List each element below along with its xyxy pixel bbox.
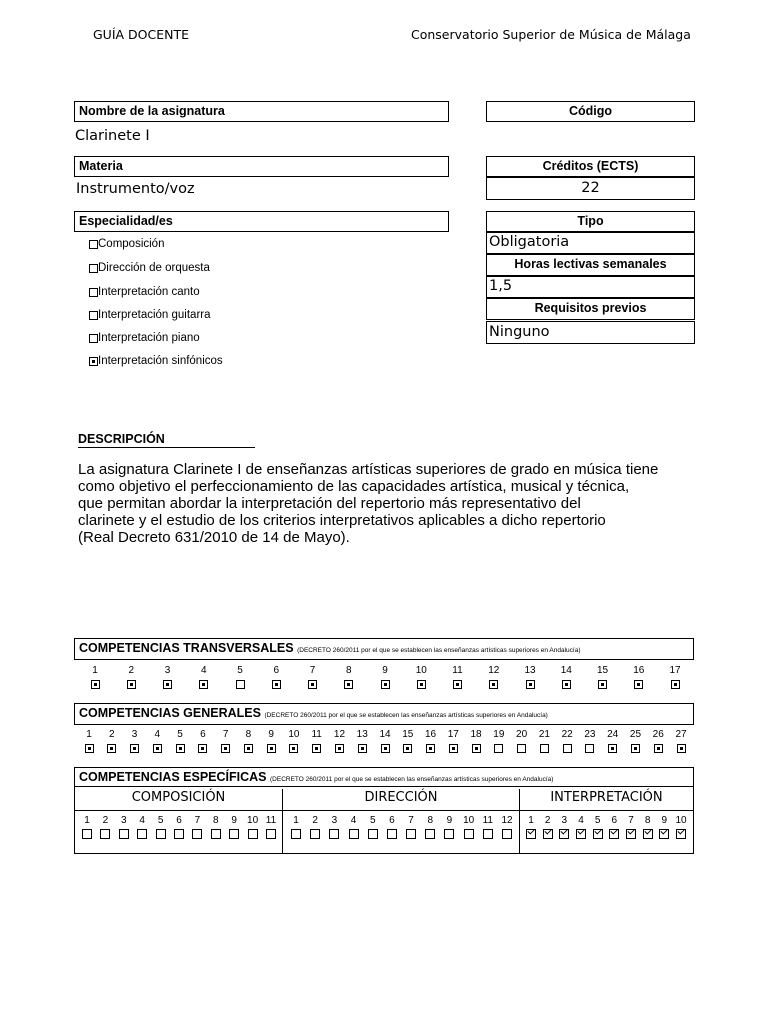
competencia-number: 8 <box>427 815 434 826</box>
competencia-checkbox[interactable] <box>585 744 594 753</box>
competencia-number: 1 <box>92 665 98 676</box>
competencia-number: 14 <box>379 729 391 740</box>
competencia-checkbox[interactable] <box>381 744 390 753</box>
competencia-number: 4 <box>139 815 145 826</box>
competencia-checkbox[interactable] <box>417 680 426 689</box>
competencia-number: 8 <box>213 815 219 826</box>
competencia-number: 3 <box>131 729 138 740</box>
competencia-item[interactable] <box>192 665 216 694</box>
competencia-checkbox[interactable] <box>643 829 653 839</box>
especialidad-option[interactable] <box>89 238 164 250</box>
competencia-number: 10 <box>415 665 427 676</box>
especialidad-checkbox[interactable] <box>89 240 98 249</box>
competencia-number: 4 <box>154 729 161 740</box>
competencia-checkbox[interactable] <box>593 829 603 839</box>
competencia-number: 11 <box>452 665 463 676</box>
competencia-checkbox[interactable] <box>291 829 301 839</box>
competencia-checkbox[interactable] <box>381 680 390 689</box>
competencias-transversales-header <box>74 638 694 660</box>
competencias-transversales-note: (DECRETO 260/2011 por el que se establecen las enseñanzas artísticas superiores en Andalucía) <box>297 647 581 654</box>
competencia-number: 22 <box>561 729 573 740</box>
competencia-number: 7 <box>194 815 201 826</box>
competencia-item[interactable] <box>591 665 615 694</box>
competencia-number: 5 <box>157 815 164 826</box>
competencia-item[interactable] <box>510 729 534 758</box>
competencia-number: 9 <box>268 729 274 740</box>
competencia-checkbox[interactable] <box>248 829 258 839</box>
competencia-number: 7 <box>222 729 229 740</box>
especialidad-checkbox[interactable] <box>89 311 98 320</box>
competencia-item[interactable] <box>419 729 443 758</box>
competencia-number: 5 <box>594 815 601 826</box>
competencia-number: 2 <box>312 815 318 826</box>
competencia-checkbox[interactable] <box>540 744 549 753</box>
horas-label: Horas lectivas semanales <box>514 257 667 271</box>
competencia-checkbox[interactable] <box>174 829 184 839</box>
competencia-checkbox[interactable] <box>137 829 147 839</box>
codigo-label-box <box>486 101 695 122</box>
competencia-checkbox[interactable] <box>426 744 435 753</box>
competencia-item[interactable] <box>601 729 625 758</box>
competencia-number: 6 <box>176 815 182 826</box>
especialidad-label: Especialidad/es <box>79 214 173 228</box>
competencia-checkbox[interactable] <box>489 680 498 689</box>
competencia-checkbox[interactable] <box>310 829 320 839</box>
nombre-label: Nombre de la asignatura <box>79 104 225 118</box>
competencia-checkbox[interactable] <box>387 829 397 839</box>
competencia-number: 1 <box>293 815 299 826</box>
tipo-value: Obligatoria <box>489 234 570 250</box>
competencia-number: 4 <box>578 815 584 826</box>
competencia-item[interactable] <box>373 729 397 758</box>
competencia-item[interactable] <box>441 729 465 758</box>
especialidad-option[interactable] <box>89 309 211 321</box>
competencia-item[interactable] <box>555 729 579 758</box>
competencia-item[interactable] <box>77 729 101 758</box>
competencia-checkbox[interactable] <box>502 829 512 839</box>
competencia-item[interactable] <box>554 665 578 694</box>
competencia-item[interactable] <box>446 665 470 694</box>
competencia-number: 2 <box>102 815 109 826</box>
competencia-number: 15 <box>402 729 414 740</box>
competencia-number: 7 <box>408 815 414 826</box>
competencia-number: 19 <box>493 729 505 740</box>
nombre-label-box <box>74 101 449 122</box>
competencia-checkbox[interactable] <box>609 829 619 839</box>
competencia-number: 16 <box>633 665 645 676</box>
descripcion-line: (Real Decreto 631/2010 de 14 de Mayo). <box>78 529 350 546</box>
competencia-checkbox[interactable] <box>272 680 281 689</box>
competencia-number: 12 <box>333 729 346 740</box>
competencia-number: 6 <box>611 815 618 826</box>
competencia-number: 7 <box>309 665 316 676</box>
competencia-number: 5 <box>177 729 183 740</box>
competencia-number: 4 <box>350 815 357 826</box>
competencia-item[interactable] <box>337 665 361 694</box>
competencia-checkbox[interactable] <box>349 829 359 839</box>
competencias-especificas-note: (DECRETO 260/2011 por el que se establecen las enseñanzas artísticas superiores en Andalucía) <box>270 776 554 783</box>
competencia-number: 9 <box>661 815 668 826</box>
especialidad-checkbox[interactable] <box>89 334 98 343</box>
competencia-item[interactable] <box>191 729 215 758</box>
materia-label-box <box>74 156 449 177</box>
competencia-checkbox[interactable] <box>576 829 586 839</box>
competencia-checkbox[interactable] <box>563 744 572 753</box>
competencias-generales-title: COMPETENCIAS GENERALES <box>79 706 261 720</box>
competencia-number: 10 <box>675 815 687 826</box>
requisitos-label-box <box>486 298 695 320</box>
competencia-item[interactable] <box>518 665 542 694</box>
competencia-checkbox[interactable] <box>312 744 321 753</box>
codigo-label: Código <box>568 104 613 118</box>
especialidad-option-label: Interpretación canto <box>98 286 200 298</box>
competencia-checkbox[interactable] <box>676 829 686 839</box>
horas-value-box <box>486 276 695 298</box>
competencia-number: 3 <box>164 665 171 676</box>
competencia-checkbox[interactable] <box>119 829 129 839</box>
especialidad-option[interactable] <box>89 286 200 298</box>
descripcion-line: que permitan abordar la interpretación del repertorio más representativo del <box>78 495 581 512</box>
competencia-checkbox[interactable] <box>631 744 640 753</box>
competencia-checkbox[interactable] <box>82 829 92 839</box>
competencia-checkbox[interactable] <box>677 744 686 753</box>
competencia-checkbox[interactable] <box>289 744 298 753</box>
creditos-label: Créditos (ECTS) <box>542 159 639 173</box>
competencia-checkbox[interactable] <box>608 744 617 753</box>
competencia-checkbox[interactable] <box>406 829 416 839</box>
competencia-item[interactable] <box>214 729 238 758</box>
competencia-number: 14 <box>560 665 572 676</box>
competencia-number: 5 <box>237 665 243 676</box>
competencia-checkbox[interactable] <box>559 829 569 839</box>
competencia-checkbox[interactable] <box>517 744 526 753</box>
horas-label-box <box>486 254 695 276</box>
doc-header-right: Conservatorio Superior de Música de Málaga <box>411 27 691 42</box>
creditos-value-box <box>486 177 695 200</box>
competencia-number: 16 <box>424 729 437 740</box>
competencia-item[interactable] <box>264 665 288 694</box>
competencias-especificas-title: COMPETENCIAS ESPECÍFICAS <box>79 770 267 784</box>
competencia-item[interactable] <box>259 815 283 844</box>
competencia-number: 5 <box>369 815 376 826</box>
competencia-checkbox[interactable] <box>198 744 207 753</box>
competencia-number: 18 <box>470 729 482 740</box>
competencia-number: 8 <box>245 729 252 740</box>
especialidad-checkbox[interactable] <box>89 288 98 297</box>
competencia-checkbox[interactable] <box>236 680 245 689</box>
competencia-checkbox[interactable] <box>368 829 378 839</box>
descripcion-body <box>78 461 683 546</box>
competencia-checkbox[interactable] <box>449 744 458 753</box>
competencia-item[interactable] <box>578 729 602 758</box>
requisitos-label: Requisitos previos <box>534 301 647 315</box>
competencia-checkbox[interactable] <box>634 680 643 689</box>
nombre-value: Clarinete I <box>75 128 150 144</box>
competencia-item[interactable] <box>156 665 180 694</box>
competencia-checkbox[interactable] <box>453 680 462 689</box>
competencia-item[interactable] <box>350 729 374 758</box>
creditos-label-box <box>486 156 695 177</box>
competencia-item[interactable] <box>327 729 351 758</box>
competencia-item[interactable] <box>83 665 107 694</box>
competencia-number: 7 <box>628 815 634 826</box>
especialidad-option[interactable] <box>89 262 210 274</box>
competencia-item[interactable] <box>663 665 687 694</box>
competencia-checkbox[interactable] <box>358 744 367 753</box>
competencia-checkbox[interactable] <box>526 829 536 839</box>
competencia-item[interactable] <box>487 729 511 758</box>
requisitos-value: Ninguno <box>489 324 550 340</box>
competencia-item[interactable] <box>482 665 506 694</box>
competencia-number: 13 <box>356 729 368 740</box>
competencia-checkbox[interactable] <box>156 829 166 839</box>
competencia-item[interactable] <box>228 665 252 694</box>
competencia-number: 8 <box>345 665 352 676</box>
competencia-number: 20 <box>516 729 528 740</box>
competencia-checkbox[interactable] <box>199 680 208 689</box>
competencia-checkbox[interactable] <box>335 744 344 753</box>
especialidad-option-label: Interpretación piano <box>98 332 200 344</box>
competencia-checkbox[interactable] <box>403 744 412 753</box>
competencia-number: 17 <box>669 665 681 676</box>
descripcion-line: clarinete y el estudio de los criterios interpretativos aplicables a dicho repertorio <box>78 512 606 529</box>
competencia-number: 11 <box>311 729 322 740</box>
materia-value: Instrumento/voz <box>76 181 195 197</box>
doc-header-left: GUÍA DOCENTE <box>93 27 190 42</box>
competencia-checkbox[interactable] <box>153 744 162 753</box>
competencia-number: 9 <box>446 815 453 826</box>
especialidad-option[interactable] <box>89 355 223 367</box>
competencia-item[interactable] <box>145 729 169 758</box>
competencia-checkbox[interactable] <box>100 829 110 839</box>
especialidad-option-label: Interpretación sinfónicos <box>98 355 223 367</box>
competencia-number: 2 <box>544 815 551 826</box>
competencia-number: 3 <box>121 815 127 826</box>
competencia-checkbox[interactable] <box>130 744 139 753</box>
competencia-item[interactable] <box>464 729 488 758</box>
tipo-value-box <box>486 232 695 254</box>
competencia-number: 12 <box>488 665 500 676</box>
competencia-number: 10 <box>463 815 475 826</box>
requisitos-value-box <box>486 321 695 344</box>
especialidad-checkbox[interactable] <box>89 357 98 366</box>
competencias-transversales-title: COMPETENCIAS TRANSVERSALES <box>79 641 294 655</box>
competencia-checkbox[interactable] <box>85 744 94 753</box>
competencia-item[interactable] <box>669 729 693 758</box>
divider <box>75 810 693 811</box>
competencia-item[interactable] <box>123 729 147 758</box>
competencia-number: 27 <box>675 729 687 740</box>
competencia-number: 11 <box>265 815 277 826</box>
competencia-checkbox[interactable] <box>244 744 253 753</box>
competencia-checkbox[interactable] <box>221 744 230 753</box>
competencia-number: 11 <box>482 815 493 826</box>
competencia-item[interactable] <box>532 729 556 758</box>
competencia-number: 2 <box>128 665 135 676</box>
competencia-checkbox[interactable] <box>91 680 100 689</box>
competencia-number: 1 <box>528 815 534 826</box>
especialidad-option-label: Interpretación guitarra <box>98 309 211 321</box>
competencia-item[interactable] <box>495 815 519 844</box>
competencia-number: 6 <box>389 815 395 826</box>
competencia-checkbox[interactable] <box>626 829 636 839</box>
competencia-number: 9 <box>231 815 237 826</box>
competencia-number: 13 <box>524 665 536 676</box>
competencias-generales-header <box>74 703 694 725</box>
competencia-item[interactable] <box>236 729 260 758</box>
competencia-number: 10 <box>288 729 300 740</box>
competencia-item[interactable] <box>305 729 329 758</box>
competencia-number: 9 <box>382 665 388 676</box>
competencia-checkbox[interactable] <box>671 680 680 689</box>
competencia-number: 12 <box>501 815 513 826</box>
competencia-checkbox[interactable] <box>127 680 136 689</box>
competencia-checkbox[interactable] <box>176 744 185 753</box>
competencia-number: 25 <box>629 729 642 740</box>
competencia-number: 21 <box>538 729 550 740</box>
competencia-item[interactable] <box>646 729 670 758</box>
competencia-item[interactable] <box>282 729 306 758</box>
competencia-checkbox[interactable] <box>494 744 503 753</box>
competencia-number: 17 <box>447 729 459 740</box>
competencia-number: 6 <box>200 729 206 740</box>
competencia-number: 2 <box>108 729 115 740</box>
competencia-checkbox[interactable] <box>543 829 553 839</box>
tipo-label: Tipo <box>577 214 604 228</box>
competencia-checkbox[interactable] <box>659 829 669 839</box>
competencia-number: 15 <box>596 665 609 676</box>
competencia-item[interactable] <box>373 665 397 694</box>
competencia-number: 4 <box>200 665 207 676</box>
competencia-checkbox[interactable] <box>163 680 172 689</box>
competencia-item[interactable] <box>627 665 651 694</box>
competencia-number: 6 <box>273 665 280 676</box>
especialidad-label-box <box>74 211 449 232</box>
competencia-item[interactable] <box>669 815 693 844</box>
competencia-number: 3 <box>331 815 338 826</box>
grupo-interpretacion-label: INTERPRETACIÓN <box>550 790 663 805</box>
competencia-checkbox[interactable] <box>464 829 474 839</box>
competencia-checkbox[interactable] <box>107 744 116 753</box>
competencia-item[interactable] <box>301 665 325 694</box>
competencia-number: 23 <box>584 729 596 740</box>
especialidad-option[interactable] <box>89 332 200 344</box>
especialidad-option-label: Dirección de orquesta <box>98 262 210 274</box>
competencia-checkbox[interactable] <box>266 829 276 839</box>
competencia-checkbox[interactable] <box>344 680 353 689</box>
competencia-item[interactable] <box>623 729 647 758</box>
competencia-checkbox[interactable] <box>654 744 663 753</box>
competencia-item[interactable] <box>409 665 433 694</box>
competencia-checkbox[interactable] <box>444 829 454 839</box>
competencia-checkbox[interactable] <box>229 829 239 839</box>
creditos-value: 22 <box>581 180 600 196</box>
competencia-checkbox[interactable] <box>211 829 221 839</box>
competencia-checkbox[interactable] <box>483 829 493 839</box>
competencia-checkbox[interactable] <box>472 744 481 753</box>
materia-label: Materia <box>79 159 123 173</box>
competencia-item[interactable] <box>168 729 192 758</box>
descripcion-title: DESCRIPCIÓN <box>78 432 255 448</box>
competencia-checkbox[interactable] <box>308 680 317 689</box>
horas-value: 1,5 <box>489 278 513 294</box>
competencia-checkbox[interactable] <box>192 829 202 839</box>
descripcion-line: La asignatura Clarinete I de enseñanzas artísticas superiores de grado en música tiene <box>78 461 659 478</box>
competencias-generales-note: (DECRETO 260/2011 por el que se establecen las enseñanzas artísticas superiores en Andalucía) <box>264 712 548 719</box>
competencia-item[interactable] <box>119 665 143 694</box>
grupo-composicion-label: COMPOSICIÓN <box>131 790 226 805</box>
competencia-checkbox[interactable] <box>329 829 339 839</box>
tipo-label-box <box>486 211 695 232</box>
competencia-number: 24 <box>607 729 619 740</box>
competencia-number: 1 <box>84 815 90 826</box>
competencia-checkbox[interactable] <box>562 680 571 689</box>
competencia-number: 8 <box>644 815 651 826</box>
competencia-checkbox[interactable] <box>267 744 276 753</box>
competencia-checkbox[interactable] <box>598 680 607 689</box>
competencia-item[interactable] <box>396 729 420 758</box>
grupo-direccion-label: DIRECCIÓN <box>364 790 438 805</box>
competencia-checkbox[interactable] <box>425 829 435 839</box>
especialidad-option-label: Composición <box>98 238 165 250</box>
competencia-item[interactable] <box>100 729 124 758</box>
competencia-item[interactable] <box>259 729 283 758</box>
competencia-number: 26 <box>652 729 664 740</box>
especialidad-checkbox[interactable] <box>89 264 98 273</box>
descripcion-line: como objetivo el perfeccionamiento de las capacidades artística, musical y técnica, <box>78 478 630 495</box>
competencia-checkbox[interactable] <box>526 680 535 689</box>
competencia-number: 3 <box>561 815 568 826</box>
competencia-number: 1 <box>86 729 92 740</box>
competencia-number: 10 <box>247 815 259 826</box>
